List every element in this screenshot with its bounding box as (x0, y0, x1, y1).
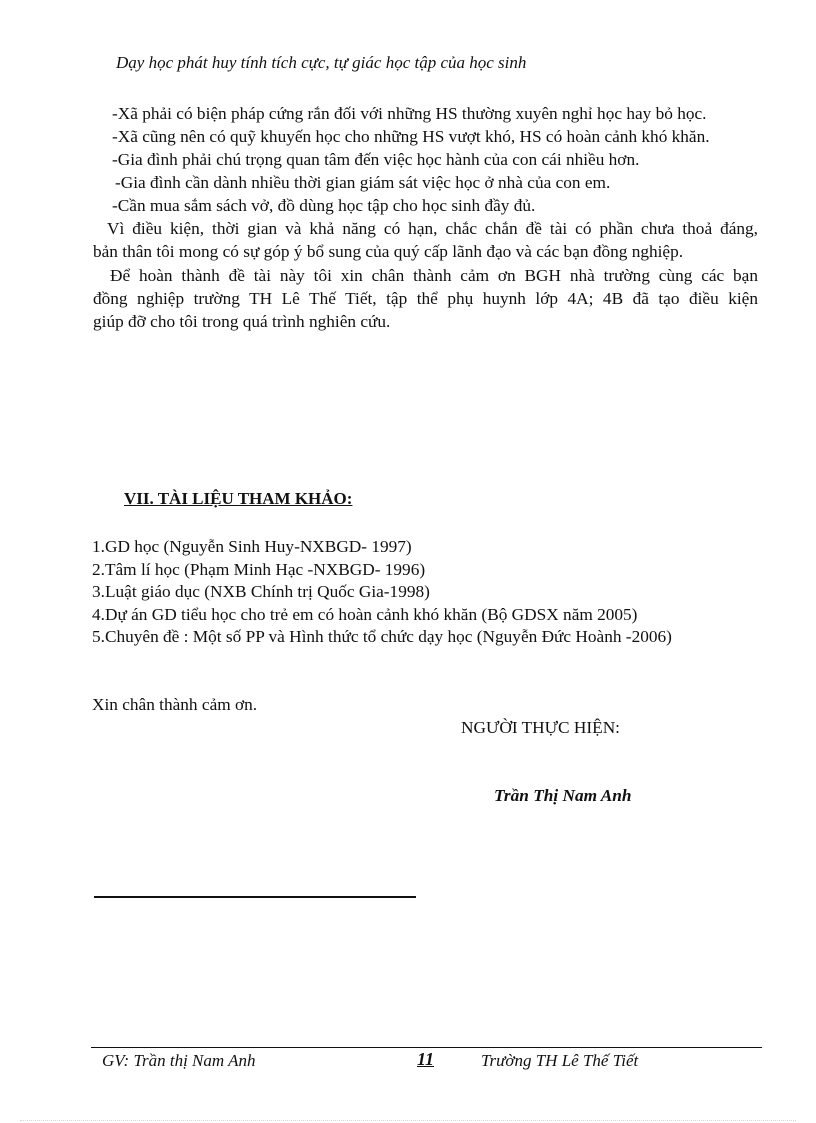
footer-school: Trường TH Lê Thế Tiết (481, 1051, 639, 1070)
closing-line-1: Vì điều kiện, thời gian và khả năng có hạn, chắc chắn đề tài có phần chưa thoả đáng, (107, 219, 758, 238)
footer-divider (91, 1047, 762, 1048)
page-number: 11 (417, 1049, 435, 1069)
recommendation-1: -Xã phải có biện pháp cứng rắn đối với những HS thường xuyên nghỉ học hay bỏ học. (112, 104, 707, 123)
footnote-divider (94, 896, 416, 898)
signer-name: Trần Thị Nam Anh (494, 786, 632, 805)
references-heading: VII. TÀI LIỆU THAM KHẢO: (124, 489, 353, 508)
page-bottom-edge (20, 1120, 796, 1121)
closing-line-2: bản thân tôi mong có sự góp ý bổ sung của quý cấp lãnh đạo và các bạn đồng nghiệp. (93, 242, 684, 261)
reference-item-3: 3.Luật giáo dục (NXB Chính trị Quốc Gia-1998) (92, 582, 430, 601)
reference-item-2: 2.Tâm lí học (Phạm Minh Hạc -NXBGD- 1996) (92, 560, 426, 579)
closing-line-3: Để hoàn thành đề tài này tôi xin chân thành cảm ơn BGH nhà trường cùng các bạn (110, 266, 758, 285)
recommendation-5: -Cần mua sắm sách vở, đồ dùng học tập cho học sinh đầy đủ. (112, 196, 536, 215)
closing-line-4: đồng nghiệp trường TH Lê Thế Tiết, tập thể phụ huynh lớp 4A; 4B đã tạo điều kiện (93, 289, 758, 308)
thanks-text: Xin chân thành cảm ơn. (92, 695, 258, 714)
running-header: Dạy học phát huy tính tích cực, tự giác học tập của học sinh (116, 53, 527, 72)
signer-title: NGƯỜI THỰC HIỆN: (461, 718, 620, 737)
closing-line-5: giúp đỡ cho tôi trong quá trình nghiên cứu. (93, 312, 391, 331)
recommendation-2: -Xã cũng nên có quỹ khuyến học cho những HS vượt khó, HS có hoàn cảnh khó khăn. (112, 127, 710, 146)
reference-item-1: 1.GD học (Nguyễn Sinh Huy-NXBGD- 1997) (92, 537, 412, 556)
recommendation-4: -Gia đình cần dành nhiều thời gian giám sát việc học ở nhà của con em. (115, 173, 611, 192)
recommendation-3: -Gia đình phải chú trọng quan tâm đến việc học hành của con cái nhiều hơn. (112, 150, 640, 169)
reference-item-5: 5.Chuyên đề : Một số PP và Hình thức tổ chức dạy học (Nguyễn Đức Hoành -2006) (92, 627, 672, 646)
reference-item-4: 4.Dự án GD tiểu học cho trẻ em có hoàn cảnh khó khăn (Bộ GDSX năm 2005) (92, 605, 638, 624)
footer-teacher: GV: Trần thị Nam Anh (102, 1051, 256, 1070)
